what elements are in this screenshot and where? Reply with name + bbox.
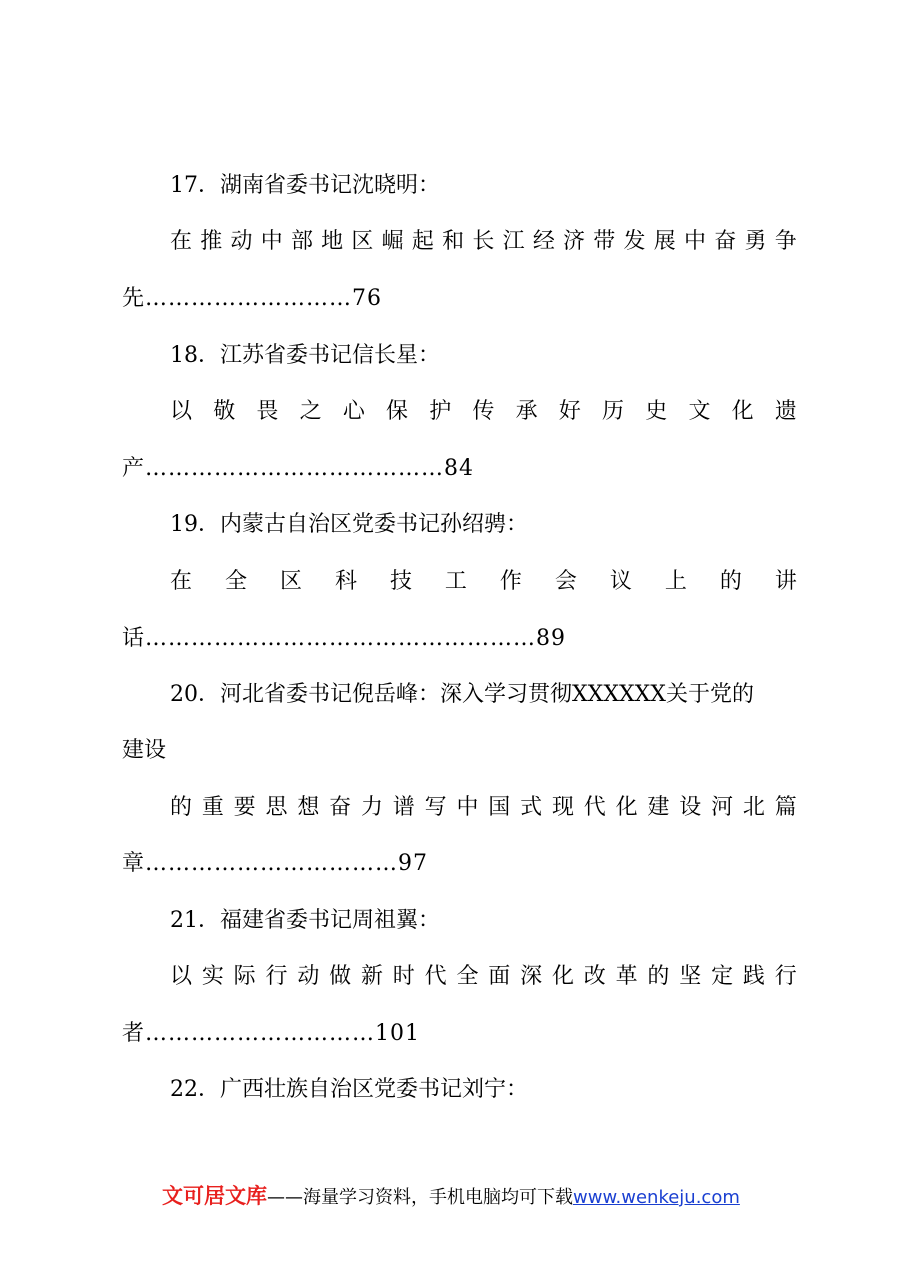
toc-title-17: 在 推 动 中 部 地 区 崛 起 和 长 江 经 济 带 发 展 中 奋 勇 争 (170, 229, 797, 254)
toc-title-18: 以 敬 畏 之 心 保 护 传 承 好 历 史 文 化 遗 (170, 399, 797, 424)
footer-banner (162, 1183, 740, 1211)
toc-heading-22: 22．广西壮族自治区党委书记刘宁： (170, 1077, 528, 1102)
toc-heading-20: 20．河北省委书记倪岳峰：深入学习贯彻XXXXXX关于党的 (170, 682, 754, 707)
toc-tail-18: 产…………………………………84 (122, 456, 474, 481)
toc-tail-19: 话……………………………………………89 (122, 626, 566, 651)
toc-heading-18: 18．江苏省委书记信长星： (170, 343, 440, 368)
footer-tagline: ——海量学习资料，手机电脑均可下载 (267, 1187, 573, 1208)
toc-tail-21: 者…………………………101 (122, 1021, 420, 1046)
toc-title-20: 的 重 要 思 想 奋 力 谱 写 中 国 式 现 代 化 建 设 河 北 篇 (170, 795, 797, 820)
toc-heading-21: 21．福建省委书记周祖翼： (170, 908, 440, 933)
toc-heading-19: 19．内蒙古自治区党委书记孙绍骋： (170, 512, 528, 537)
toc-heading-17: 17．湖南省委书记沈晓明： (170, 173, 440, 198)
toc-tail-20: 章……………………………97 (122, 851, 428, 876)
toc-title-21: 以 实 际 行 动 做 新 时 代 全 面 深 化 改 革 的 坚 定 践 行 (170, 964, 797, 989)
toc-title-19: 在 全 区 科 技 工 作 会 议 上 的 讲 (170, 569, 797, 594)
toc-heading-20-continued: 建设 (122, 738, 167, 763)
toc-tail-17: 先………………………76 (122, 286, 382, 311)
footer-brand: 文可居文库 (162, 1184, 267, 1208)
footer-link[interactable]: www.wenkeju.com (573, 1187, 740, 1208)
